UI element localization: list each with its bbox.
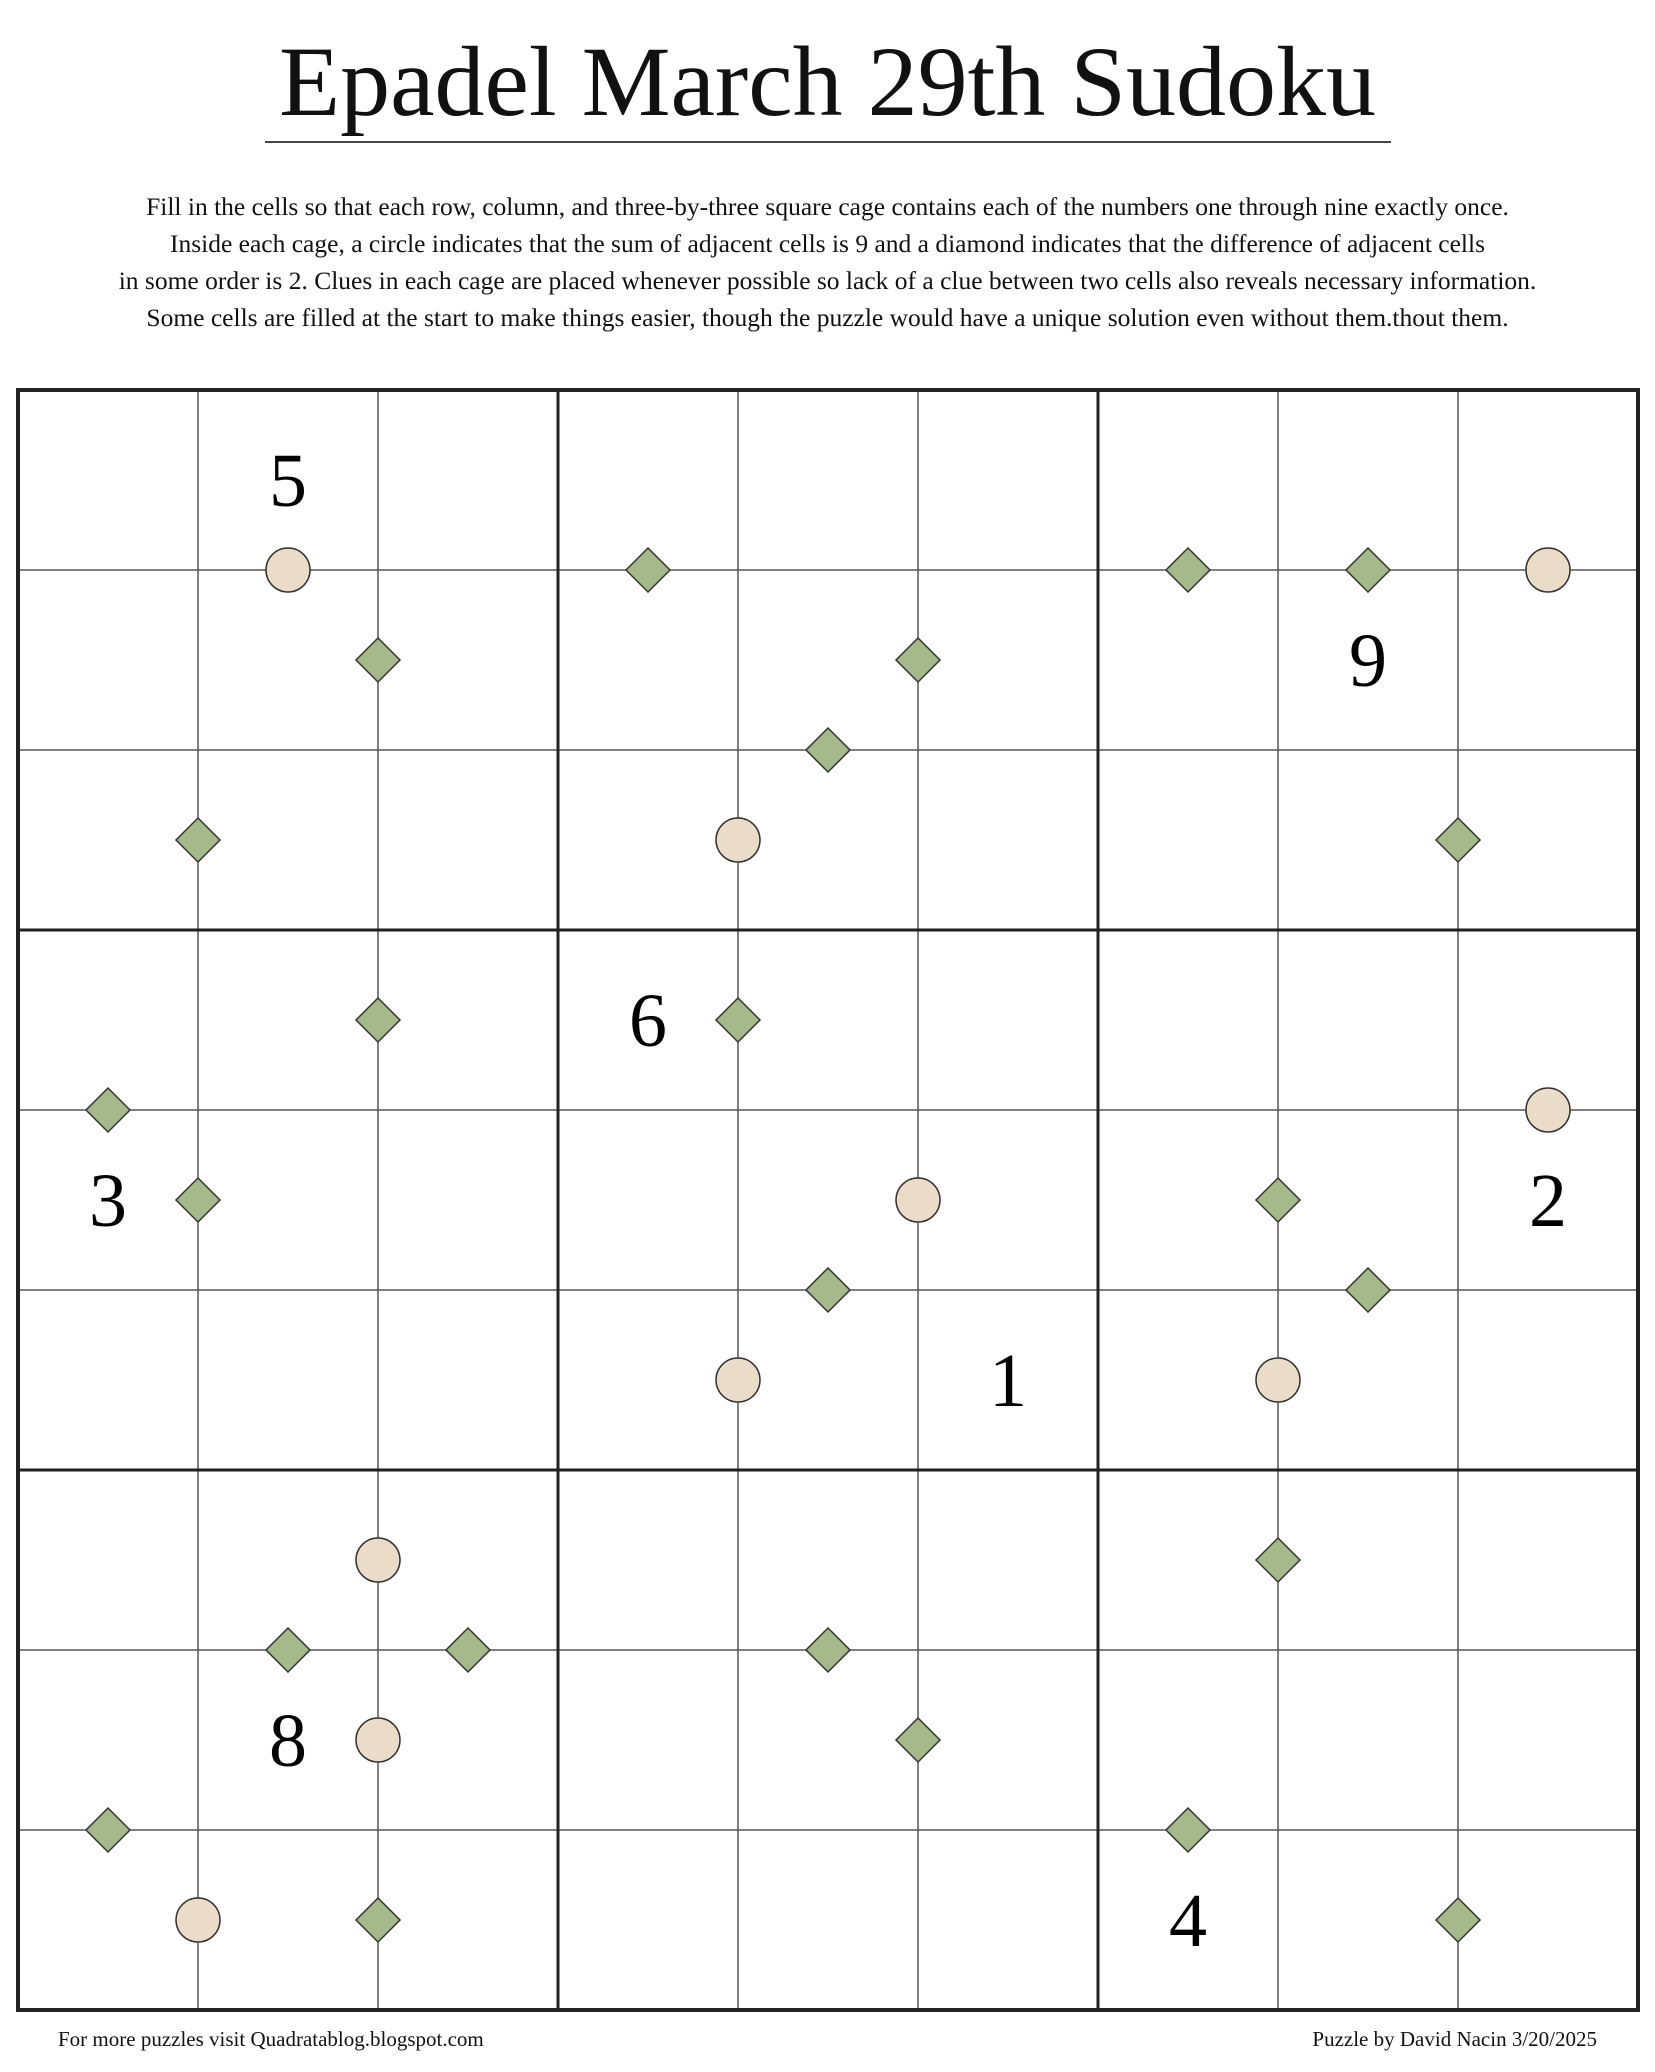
given-digit: 5 <box>269 439 307 523</box>
cell-r8c8[interactable] <box>1278 1650 1458 1830</box>
sum-circle-icon <box>176 1898 220 1942</box>
cell-r2c7[interactable] <box>1098 570 1278 750</box>
cell-r5c5[interactable] <box>738 1110 918 1290</box>
cell-r2c3[interactable] <box>378 570 558 750</box>
cell-r5c6[interactable] <box>918 1110 1098 1290</box>
footer-website: For more puzzles visit Quadratablog.blogspot.com <box>58 2027 484 2051</box>
cell-r3c9[interactable] <box>1458 750 1638 930</box>
cell-r1c9[interactable] <box>1458 390 1638 570</box>
given-digit: 6 <box>629 979 667 1063</box>
cell-r4c1[interactable] <box>18 930 198 1110</box>
instruction-line: in some order is 2. Clues in each cage are placed whenever possible so lack of a clue between two cells also reveals necessary information. <box>118 266 1537 295</box>
cell-r4c2[interactable] <box>198 930 378 1110</box>
sum-circle-icon <box>356 1718 400 1762</box>
cell-r5c2[interactable] <box>198 1110 378 1290</box>
sum-circle-icon <box>896 1178 940 1222</box>
cell-r1c7[interactable] <box>1098 390 1278 570</box>
cell-r8c5[interactable] <box>738 1650 918 1830</box>
cell-r1c4[interactable] <box>558 390 738 570</box>
cell-r8c4[interactable] <box>558 1650 738 1830</box>
cell-r3c7[interactable] <box>1098 750 1278 930</box>
cell-r9c1[interactable] <box>18 1830 198 2010</box>
cell-r7c9[interactable] <box>1458 1470 1638 1650</box>
cell-r9c5[interactable] <box>738 1830 918 2010</box>
cell-r2c4[interactable] <box>558 570 738 750</box>
cell-r4c7[interactable] <box>1098 930 1278 1110</box>
given-digit: 1 <box>989 1339 1027 1423</box>
given-digit: 2 <box>1529 1159 1567 1243</box>
sum-circle-icon <box>266 548 310 592</box>
cell-r4c3[interactable] <box>378 930 558 1110</box>
cell-r4c6[interactable] <box>918 930 1098 1110</box>
cell-r3c4[interactable] <box>558 750 738 930</box>
cell-r6c5[interactable] <box>738 1290 918 1470</box>
cell-r4c5[interactable] <box>738 930 918 1110</box>
cell-r6c3[interactable] <box>378 1290 558 1470</box>
cell-r7c4[interactable] <box>558 1470 738 1650</box>
cell-r7c5[interactable] <box>738 1470 918 1650</box>
cell-r1c5[interactable] <box>738 390 918 570</box>
cell-r8c3[interactable] <box>378 1650 558 1830</box>
cells[interactable] <box>18 390 1638 2010</box>
cell-r6c8[interactable] <box>1278 1290 1458 1470</box>
cell-r6c1[interactable] <box>18 1290 198 1470</box>
cell-r6c7[interactable] <box>1098 1290 1278 1470</box>
cell-r5c7[interactable] <box>1098 1110 1278 1290</box>
sum-circle-icon <box>716 1358 760 1402</box>
sum-circle-icon <box>1526 548 1570 592</box>
given-digit: 9 <box>1349 619 1387 703</box>
cell-r2c5[interactable] <box>738 570 918 750</box>
sum-circle-icon <box>356 1538 400 1582</box>
footer-credit: Puzzle by David Nacin 3/20/2025 <box>1312 2027 1597 2051</box>
cell-r6c9[interactable] <box>1458 1290 1638 1470</box>
cell-r1c3[interactable] <box>378 390 558 570</box>
cell-r7c8[interactable] <box>1278 1470 1458 1650</box>
given-digit: 3 <box>89 1159 127 1243</box>
cell-r7c2[interactable] <box>198 1470 378 1650</box>
cell-r3c3[interactable] <box>378 750 558 930</box>
cell-r8c1[interactable] <box>18 1650 198 1830</box>
sum-circle-icon <box>716 818 760 862</box>
cell-r3c2[interactable] <box>198 750 378 930</box>
instruction-line: Inside each cage, a circle indicates that the sum of adjacent cells is 9 and a diamond indicates that the difference of adjacent cells <box>169 229 1486 258</box>
cell-r3c5[interactable] <box>738 750 918 930</box>
cell-r5c8[interactable] <box>1278 1110 1458 1290</box>
cell-r9c4[interactable] <box>558 1830 738 2010</box>
instruction-line: Some cells are filled at the start to make things easier, though the puzzle would have a unique solution even without them.thout them. <box>146 303 1509 332</box>
cell-r9c3[interactable] <box>378 1830 558 2010</box>
cell-r2c2[interactable] <box>198 570 378 750</box>
cell-r7c1[interactable] <box>18 1470 198 1650</box>
cell-r4c9[interactable] <box>1458 930 1638 1110</box>
cell-r2c1[interactable] <box>18 570 198 750</box>
cell-r9c8[interactable] <box>1278 1830 1458 2010</box>
cell-r7c3[interactable] <box>378 1470 558 1650</box>
cell-r3c1[interactable] <box>18 750 198 930</box>
instruction-line: Fill in the cells so that each row, column, and three-by-three square cage contains each of the numbers one through nine exactly once. <box>146 192 1509 221</box>
cell-r8c9[interactable] <box>1458 1650 1638 1830</box>
cell-r7c7[interactable] <box>1098 1470 1278 1650</box>
cell-r1c1[interactable] <box>18 390 198 570</box>
given-digit: 8 <box>269 1699 307 1783</box>
cell-r2c9[interactable] <box>1458 570 1638 750</box>
cell-r9c9[interactable] <box>1458 1830 1638 2010</box>
cell-r4c8[interactable] <box>1278 930 1458 1110</box>
given-digit: 4 <box>1169 1879 1207 1963</box>
cell-r9c2[interactable] <box>198 1830 378 2010</box>
page-title: Epadel March 29th Sudoku <box>278 26 1377 137</box>
cell-r1c6[interactable] <box>918 390 1098 570</box>
cell-r6c2[interactable] <box>198 1290 378 1470</box>
cell-r9c6[interactable] <box>918 1830 1098 2010</box>
cell-r3c6[interactable] <box>918 750 1098 930</box>
cell-r5c4[interactable] <box>558 1110 738 1290</box>
sum-circle-icon <box>1526 1088 1570 1132</box>
sum-circle-icon <box>1256 1358 1300 1402</box>
cell-r3c8[interactable] <box>1278 750 1458 930</box>
cell-r8c6[interactable] <box>918 1650 1098 1830</box>
cell-r8c7[interactable] <box>1098 1650 1278 1830</box>
cell-r5c3[interactable] <box>378 1110 558 1290</box>
cell-r1c8[interactable] <box>1278 390 1458 570</box>
cell-r6c4[interactable] <box>558 1290 738 1470</box>
cell-r2c6[interactable] <box>918 570 1098 750</box>
cell-r7c6[interactable] <box>918 1470 1098 1650</box>
